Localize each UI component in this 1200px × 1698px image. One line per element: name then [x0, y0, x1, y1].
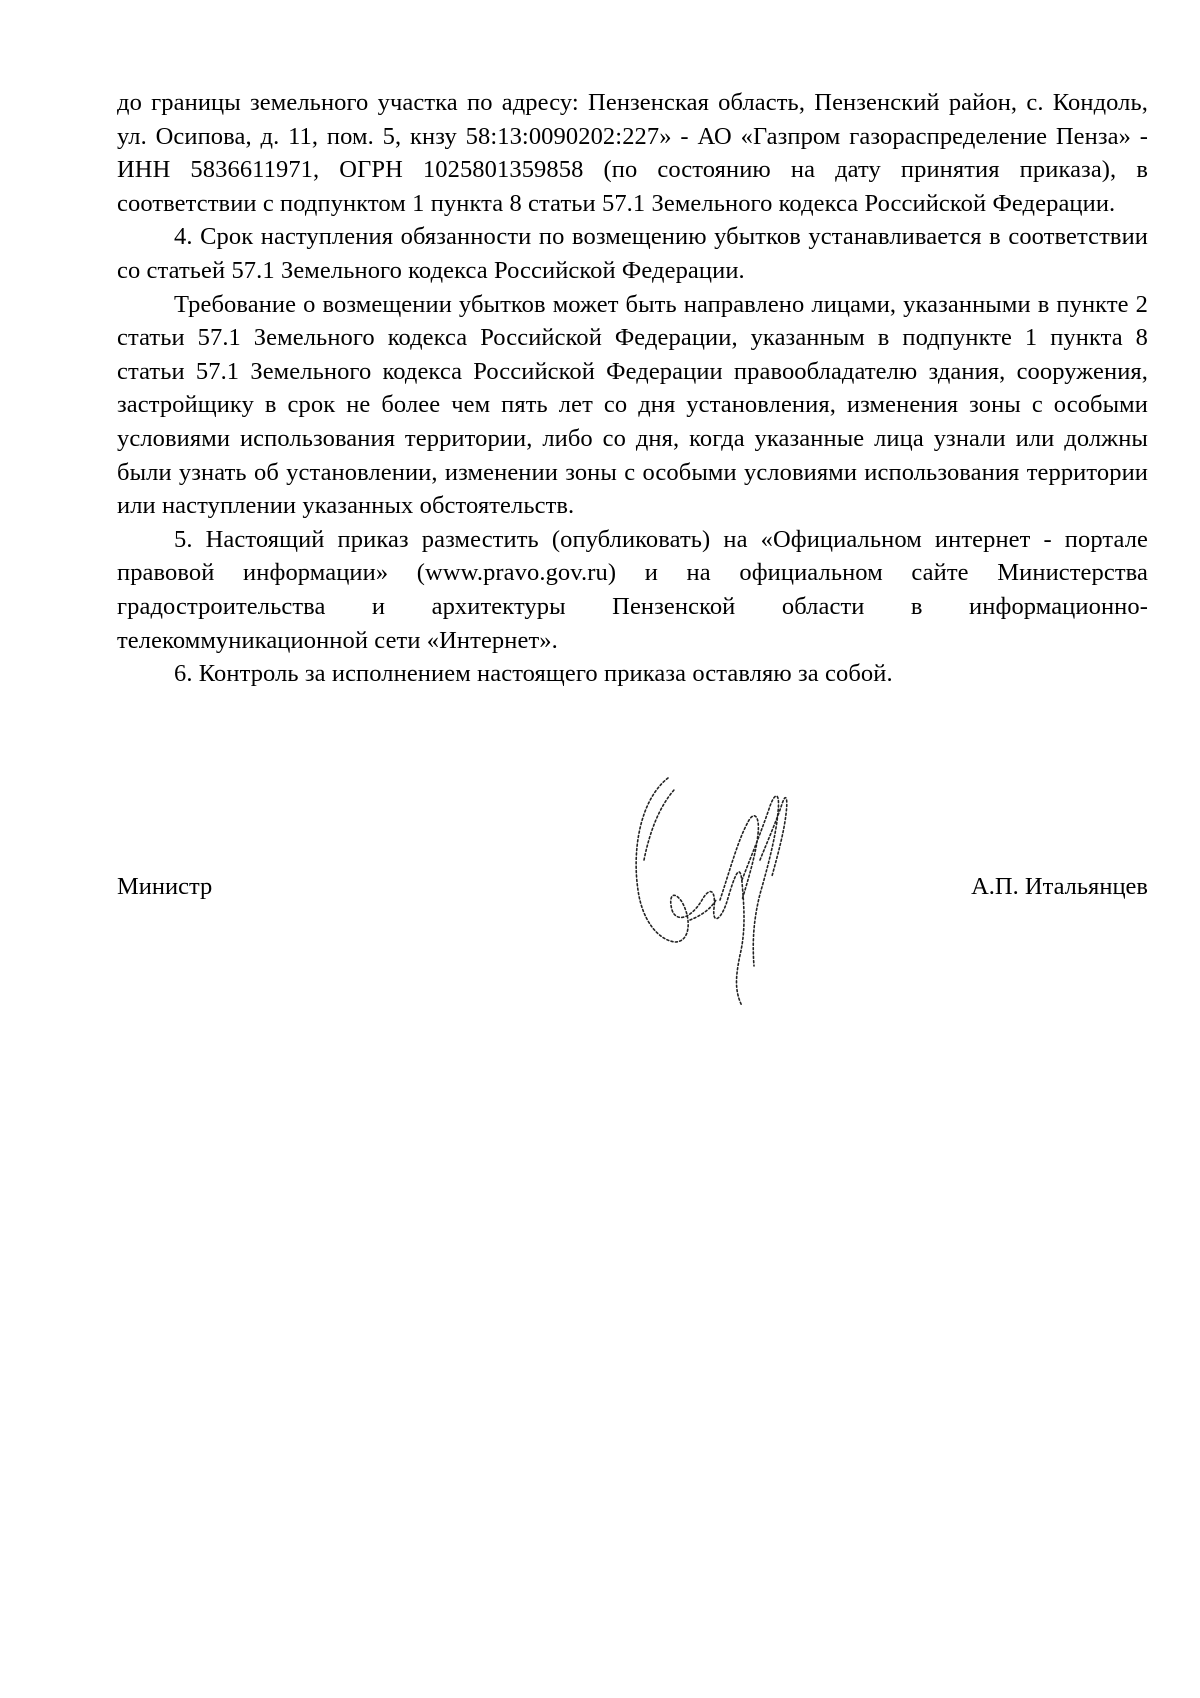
- signer-name: А.П. Итальянцев: [971, 873, 1148, 900]
- signer-title: Министр: [117, 873, 213, 900]
- paragraph-item-4: 4. Срок наступления обязанности по возмещению убытков устанавливается в соответствии со статьей 57.1 Земельного кодекса Российской Федерации.: [117, 223, 1148, 284]
- paragraph-item-5: 5. Настоящий приказ разместить (опубликовать) на «Официальном интернет - портале правовой информации» (www.pravo.gov.ru) и на официальном сайте Министерства градостроительства и архитектуры Пензенской области в информационно-телекоммуникационной сети «Интернет».: [117, 525, 1148, 654]
- signature-block: [117, 870, 1148, 910]
- paragraph-damages-claim: Требование о возмещении убытков может быть направлено лицами, указанными в пункте 2 статьи 57.1 Земельного кодекса Российской Федерации, указанным в подпункте 1 пункта 8 статьи 57.1 Земельного кодекса Российской Федерации правообладателю здания, сооружения, застройщику в срок не более чем пять лет со дня установления, изменения зоны с особыми условиями использования территории, либо со дня, когда указанные лица узнали или должны были узнать об установлении, изменении зоны с особыми условиями использования территории или наступлении указанных обстоятельств.: [117, 290, 1148, 520]
- document-body: [117, 86, 1148, 691]
- paragraph-item-6: 6. Контроль за исполнением настоящего приказа оставляю за собой.: [174, 660, 893, 688]
- paragraph-land-plot-continuation: до границы земельного участка по адресу: Пензенская область, Пензенский район, с. Кондоль, ул. Осипова, д. 11, пом. 5, кнзу 58:13:0090202:227» - АО «Газпром газораспределение Пенза» - ИНН 5836611971, ОГРН 1025801359858 (по состоянию на дату принятия приказа), в соответствии с подпунктом 1 пункта 8 статьи 57.1 Земельного кодекса Российской Федерации.: [117, 89, 1148, 217]
